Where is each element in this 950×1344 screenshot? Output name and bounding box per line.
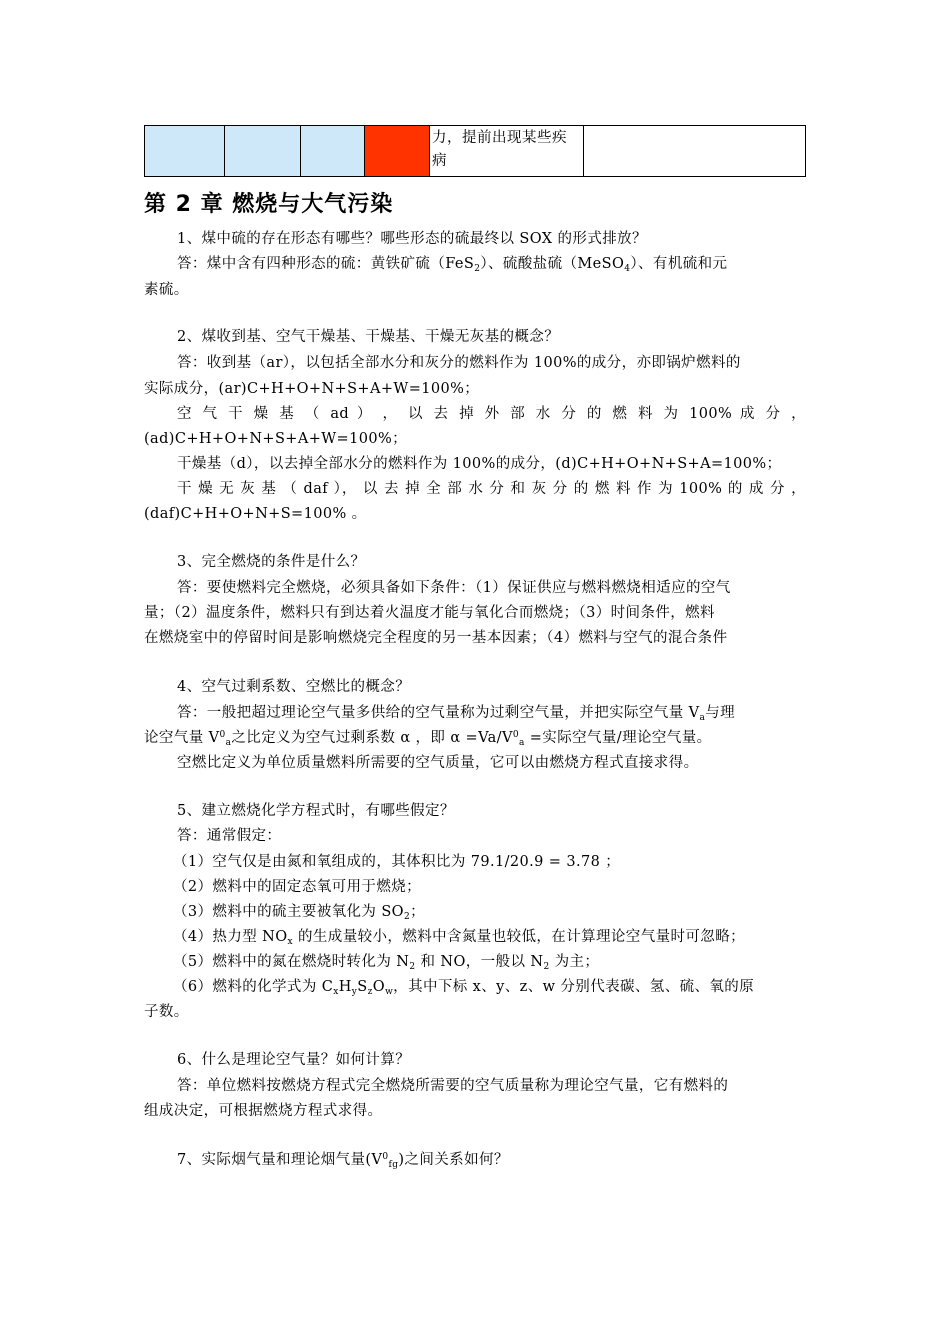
table-cell-blue [145,126,225,177]
answer-4-ratio: 空燃比定义为单位质量燃料所需要的空气质量，它可以由燃烧方程式直接求得。 [177,755,699,771]
table-cell-blue [301,126,365,177]
item-text: ； [410,904,426,920]
cell-text-line: 病 [432,153,447,169]
answer-6: 答：单位燃料按燃烧方程式完全燃烧所需要的空气质量称为理论空气量，它有燃料的 [177,1078,729,1094]
subscript: 2 [474,264,481,274]
subscript: fg [388,1160,399,1170]
item-text: H [338,979,352,995]
answer-3: 答：要使燃料完全燃烧，必须具备如下条件：（1）保证供应与燃料燃烧相适应的空气 [177,580,731,596]
assumption-item [173,952,802,972]
answer-2-daf: 干 燥 无 灰 基 （ daf ）， 以 去 掉 全 部 水 分 和 灰 分 的 燃 料 作 为 100% 的 成 分 ， [177,481,806,497]
answer-text: 答：一般把超过理论空气量多供给的空气量称为过剩空气量，并把实际空气量 V [177,705,700,721]
answer-2-ar-cont: 实际成分，(ar)C+H+O+N+S+A+W=100%； [144,381,480,397]
item-text: （6）燃料的化学式为 C [173,979,334,995]
item-text: （3）燃料中的硫主要被氧化为 SO [173,904,404,920]
subscript: 2 [409,962,416,972]
assumption-item [173,977,806,997]
item-text: S [357,979,368,995]
subscript: x [287,937,293,947]
item-text: O [372,979,386,995]
answer-text: ）、有机硫和元 [630,256,728,272]
question-text: 7、实际烟气量和理论烟气量(V [177,1152,383,1168]
item-text: ，其中下标 x、y、z、w 分别代表碳、氢、硫、氧的原 [393,979,755,995]
answer-2-d: 干燥基（d），以去掉全部水分的燃料作为 100%的成分，(d)C+H+O+N+S+A=100%； [177,456,782,472]
chapter-title: 第 2 章 燃烧与大气污染 [144,192,394,217]
subscript: a [518,738,525,748]
assumption-item: （1）空气仅是由氮和氧组成的，其体积比为 79.1/20.9 = 3.78 ； [173,854,621,870]
assumption-item [173,902,802,922]
answer-text: 之比定义为空气过剩系数 α ，即 α =Va/V [231,730,513,746]
answer-2-ad: 空 气 干 燥 基 （ ad ） ， 以 去 掉 外 部 水 分 的 燃 料 为 100% 成 分 ， [177,406,806,422]
answer-3-cont: 量；（2）温度条件，燃料只有到达着火温度才能与氧化合而燃烧；（3）时间条件，燃料 [144,605,715,621]
question-1: 1、煤中硫的存在形态有哪些？哪些形态的硫最终以 SOX 的形式排放？ [177,231,647,247]
item-text: 的生成量较小，燃料中含氮量也较低，在计算理论空气量时可忽略； [293,929,746,945]
subscript: a [699,713,706,723]
cell-text-line: 力，提前出现某些疾 [432,130,567,146]
table-row [145,126,806,177]
table-cell-red [365,126,430,177]
answer-text: =实际空气量/理论空气量。 [524,730,712,746]
question-3: 3、完全燃烧的条件是什么？ [177,554,366,570]
superscript: 0 [512,730,519,740]
question-7 [177,1150,806,1170]
answer-6-cont: 组成决定，可根据燃烧方程式求得。 [144,1103,383,1119]
assumption-item [173,927,802,947]
subscript: x [333,987,339,997]
answer-text: 与理 [705,705,736,721]
answer-1 [177,254,806,274]
subscript: w [385,987,394,997]
answer-2-ar: 答：收到基（ar），以包括全部水分和灰分的燃料作为 100%的成分，亦即锅炉燃料的 [177,355,741,371]
answer-text: 答：煤中含有四种形态的硫：黄铁矿硫（FeS [177,256,475,272]
answer-4-cont [144,728,806,748]
question-2: 2、煤收到基、空气干燥基、干燥基、干燥无灰基的概念？ [177,329,560,345]
answer-1-cont: 素硫。 [144,282,189,298]
item-text: 为主； [549,954,600,970]
table-cell-text [430,126,584,177]
question-5: 5、建立燃烧化学方程式时，有哪些假定？ [177,803,455,819]
item-text: （4）热力型 NO [173,929,288,945]
answer-2-ad-cont: (ad)C+H+O+N+S+A+W=100%； [144,431,408,447]
subscript: y [351,987,358,997]
assumption-item-cont: 子数。 [144,1004,189,1020]
item-text: 和 NO，一般以 N [415,954,544,970]
answer-text: 论空气量 V [144,730,220,746]
question-6: 6、什么是理论空气量？如何计算？ [177,1052,411,1068]
question-text: )之间关系如何？ [398,1152,509,1168]
answer-2-daf-cont: (daf)C+H+O+N+S=100% 。 [144,506,367,522]
table-fragment [144,125,806,177]
answer-5: 答：通常假定： [177,828,282,844]
answer-text: ）、硫酸盐硫（MeSO [480,256,625,272]
subscript: a [225,738,232,748]
table-cell-empty [584,126,806,177]
subscript: 4 [624,264,631,274]
table-cell-blue [225,126,301,177]
question-4: 4、空气过剩系数、空燃比的概念？ [177,679,411,695]
subscript: 2 [543,962,550,972]
answer-3-cont: 在燃烧室中的停留时间是影响燃烧完全程度的另一基本因素；（4）燃料与空气的混合条件 [144,630,728,646]
superscript: 0 [219,730,226,740]
subscript: 2 [403,912,411,922]
superscript: 0 [382,1152,389,1162]
assumption-item: （2）燃料中的固定态氧可用于燃烧； [173,879,422,895]
subscript: z [367,987,373,997]
item-text: （5）燃料中的氮在燃烧时转化为 N [173,954,410,970]
answer-4 [177,703,806,723]
